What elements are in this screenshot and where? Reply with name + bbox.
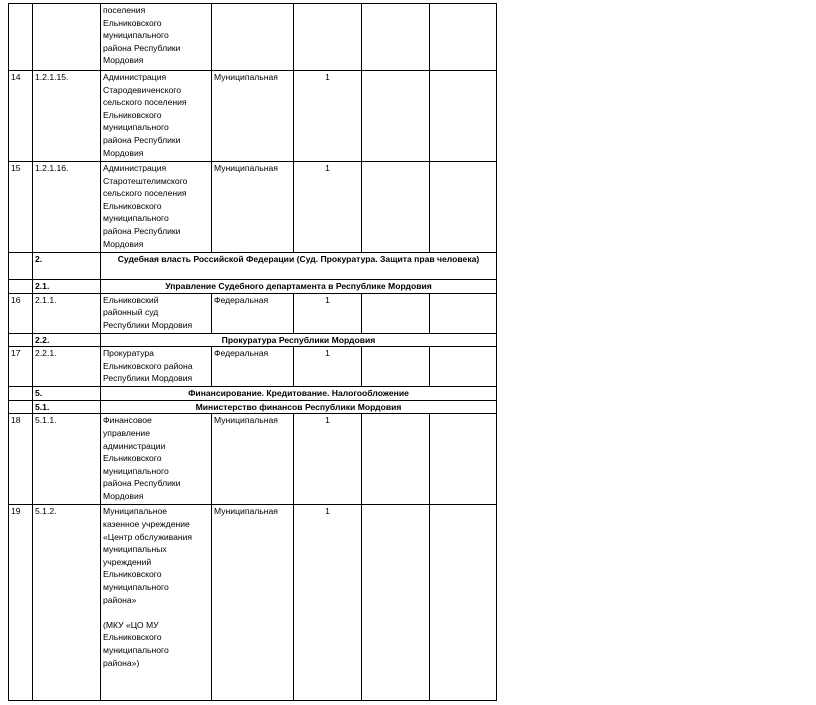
item-code — [33, 4, 101, 71]
section-row — [9, 333, 497, 347]
row-number-cell — [9, 333, 33, 347]
registry-table — [8, 3, 497, 701]
organization-name: Администрация Стародевиченского сельского поселения Ельниковского муниципального района Республики Мордовия — [101, 71, 212, 162]
section-title: Министерство финансов Республики Мордовия — [101, 400, 497, 414]
row-number: 14 — [9, 71, 33, 162]
organization-name: Финансовое управление администрации Ельниковского муниципального района Республики Мордовия — [101, 414, 212, 505]
empty-cell — [362, 505, 430, 701]
empty-cell — [362, 162, 430, 253]
section-code: 2.2. — [33, 333, 101, 347]
empty-cell — [430, 414, 497, 505]
item-code: 2.1.1. — [33, 293, 101, 333]
section-title: Судебная власть Российской Федерации (Суд. Прокуратура. Защита прав человека) — [101, 253, 497, 280]
section-code: 2.1. — [33, 280, 101, 294]
section-code: 5.1. — [33, 400, 101, 414]
organization-name: Ельниковский районный суд Республики Мордовия — [101, 293, 212, 333]
item-code: 5.1.2. — [33, 505, 101, 701]
organization-name: Прокуратура Ельниковского района Республики Мордовия — [101, 347, 212, 387]
empty-cell — [362, 414, 430, 505]
table-row — [9, 505, 497, 701]
row-number-cell — [9, 253, 33, 280]
organization-name: поселения Ельниковского муниципального района Республики Мордовия — [101, 4, 212, 71]
section-row — [9, 400, 497, 414]
ownership-level: Федеральная — [212, 293, 294, 333]
count-value: 1 — [294, 505, 362, 701]
item-code: 1.2.1.16. — [33, 162, 101, 253]
item-code: 5.1.1. — [33, 414, 101, 505]
section-code: 2. — [33, 253, 101, 280]
table-row — [9, 293, 497, 333]
section-title: Прокуратура Республики Мордовия — [101, 333, 497, 347]
count-value: 1 — [294, 71, 362, 162]
empty-cell — [430, 4, 497, 71]
section-code: 5. — [33, 387, 101, 401]
empty-cell — [362, 71, 430, 162]
table-row — [9, 4, 497, 71]
empty-cell — [430, 347, 497, 387]
section-row — [9, 387, 497, 401]
ownership-level: Муниципальная — [212, 71, 294, 162]
table-body — [9, 4, 497, 701]
ownership-level: Муниципальная — [212, 162, 294, 253]
empty-cell — [362, 293, 430, 333]
table-row — [9, 162, 497, 253]
count-value: 1 — [294, 347, 362, 387]
empty-cell — [430, 71, 497, 162]
empty-cell — [430, 162, 497, 253]
section-row — [9, 280, 497, 294]
row-number-cell — [9, 400, 33, 414]
row-number-cell — [9, 280, 33, 294]
section-title: Управление Судебного департамента в Республике Мордовия — [101, 280, 497, 294]
ownership-level — [212, 4, 294, 71]
row-number: 17 — [9, 347, 33, 387]
section-row — [9, 253, 497, 280]
ownership-level: Муниципальная — [212, 414, 294, 505]
organization-name: Администрация Старотештелимского сельского поселения Ельниковского муниципального района Республики Мордовия — [101, 162, 212, 253]
row-number: 18 — [9, 414, 33, 505]
section-title: Финансирование. Кредитование. Налогообложение — [101, 387, 497, 401]
row-number-cell — [9, 387, 33, 401]
row-number: 15 — [9, 162, 33, 253]
organization-name: Муниципальное казенное учреждение «Центр обслуживания муниципальных учреждений Ельниковского муниципального района» (МКУ «ЦО МУ Ельниковского муниципального района») — [101, 505, 212, 701]
empty-cell — [362, 4, 430, 71]
empty-cell — [430, 293, 497, 333]
row-number — [9, 4, 33, 71]
count-value: 1 — [294, 293, 362, 333]
count-value: 1 — [294, 162, 362, 253]
table-row — [9, 347, 497, 387]
ownership-level: Муниципальная — [212, 505, 294, 701]
row-number: 19 — [9, 505, 33, 701]
count-value: 1 — [294, 414, 362, 505]
item-code: 1.2.1.15. — [33, 71, 101, 162]
count-value — [294, 4, 362, 71]
empty-cell — [430, 505, 497, 701]
empty-cell — [362, 347, 430, 387]
table-row — [9, 71, 497, 162]
ownership-level: Федеральная — [212, 347, 294, 387]
table-row — [9, 414, 497, 505]
row-number: 16 — [9, 293, 33, 333]
item-code: 2.2.1. — [33, 347, 101, 387]
